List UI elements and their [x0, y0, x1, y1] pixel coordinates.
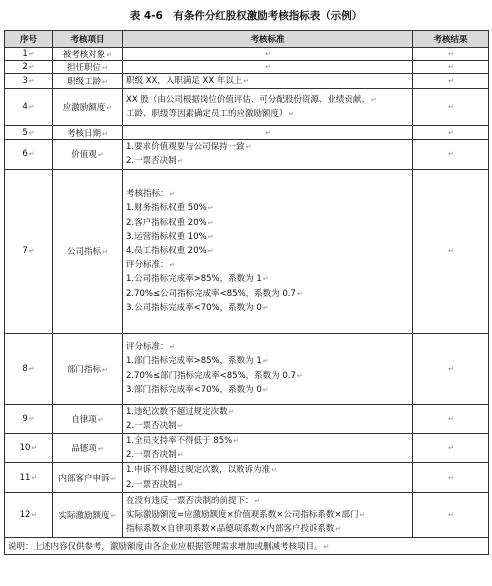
row-number-text: 8	[22, 363, 28, 374]
row-result[interactable]	[413, 434, 489, 463]
table-row	[5, 126, 489, 140]
row-item-text: 内部客户申诉	[58, 473, 110, 484]
return-mark: ↵	[177, 480, 184, 489]
table-body	[5, 48, 489, 538]
standard-line	[126, 74, 409, 88]
table-row	[5, 404, 489, 433]
standard-line	[126, 383, 409, 397]
return-mark: ↵	[28, 414, 35, 423]
row-standard	[123, 333, 413, 404]
standard-line-text: XX 股（由公司根据岗位价值评估、可分配股份资源、业绩贡献、	[126, 95, 370, 105]
row-number-text: 5	[22, 127, 28, 138]
row-number	[5, 463, 53, 492]
row-number	[5, 434, 53, 463]
standard-line-text: 评分标准：	[126, 342, 169, 353]
row-number-text: 12	[19, 509, 31, 520]
return-mark: ↵	[28, 63, 35, 71]
return-mark: ↵	[233, 437, 240, 446]
standard-line-text: 2.70%≤公司指标完成率<85%，系数为 0.7	[126, 288, 296, 299]
row-number-text: 9	[22, 413, 28, 424]
standard-line	[264, 128, 271, 138]
standard-line	[126, 187, 409, 201]
standard-line-text: 1.部门指标完成率>85%，系数为 1	[126, 356, 262, 367]
table-row	[5, 333, 489, 404]
standard-line	[126, 434, 409, 448]
return-mark: ↵	[448, 150, 454, 159]
row-item-text: 价值观	[71, 150, 97, 161]
row-standard	[123, 48, 413, 61]
standard-line	[126, 301, 409, 315]
return-mark: ↵	[31, 473, 38, 482]
return-mark: ↵	[102, 248, 108, 257]
standard-line-text: 1.要求价值观要与公司保持一致	[126, 142, 245, 153]
standard-line	[126, 448, 409, 462]
return-mark: ↵	[177, 421, 184, 430]
standard-line	[126, 154, 409, 168]
return-mark: ↵	[177, 451, 184, 460]
row-item-text: 应激励额度	[62, 103, 106, 114]
return-mark: ↵	[448, 63, 454, 71]
standard-line	[126, 478, 409, 492]
standard-line-text: 2.一票否决制	[126, 420, 177, 431]
standard-line-text: 2.一票否决制	[126, 479, 177, 490]
return-mark: ↵	[265, 50, 271, 58]
row-result[interactable]	[413, 74, 489, 89]
row-item	[53, 126, 123, 140]
standard-line-text: 3.部门指标完成率<70%，系数为 0	[126, 384, 262, 395]
standard-line-text: 1.公司指标完成率>85%，系数为 1	[126, 274, 262, 285]
standard-line-text: 2.一票否决制	[126, 450, 177, 461]
row-standard	[123, 169, 413, 333]
return-mark: ↵	[359, 510, 366, 519]
row-number	[5, 48, 53, 61]
return-mark: ↵	[335, 524, 342, 533]
row-standard	[123, 434, 413, 463]
table-title: 表 4-6 有条件分红股权激励考核指标表（示例）	[129, 10, 363, 22]
standard-line	[126, 405, 409, 419]
table-row	[5, 61, 489, 74]
standard-line	[126, 107, 409, 121]
return-mark: ↵	[448, 364, 454, 373]
return-mark: ↵	[243, 77, 250, 85]
row-number	[5, 333, 53, 404]
row-item-text: 实际激励额度	[58, 510, 110, 521]
return-mark: ↵	[448, 444, 454, 453]
standard-line-text: 1.申诉不得超过规定次数，以败诉为准	[126, 465, 271, 476]
return-mark: ↵	[177, 157, 184, 166]
row-item-text: 自律项	[71, 414, 97, 425]
row-item	[53, 404, 123, 433]
standard-line-text: 1.财务指标权重 50%	[126, 203, 207, 214]
row-item	[53, 140, 123, 169]
return-mark: ↵	[271, 466, 277, 475]
return-mark: ↵	[28, 103, 35, 112]
return-mark: ↵	[262, 303, 269, 312]
return-mark: ↵	[169, 190, 176, 199]
standard-line	[126, 244, 409, 258]
standard-line	[126, 508, 409, 522]
standard-line	[126, 354, 409, 368]
row-number-text: 11	[19, 472, 31, 483]
return-mark: ↵	[110, 511, 117, 520]
row-standard	[123, 492, 413, 537]
row-item	[53, 61, 123, 74]
return-mark: ↵	[296, 371, 303, 380]
assessment-table	[4, 30, 489, 555]
standard-line	[126, 93, 409, 107]
row-item-text: 被考核对象	[62, 50, 106, 60]
row-standard	[123, 463, 413, 492]
header-row	[5, 31, 489, 48]
standard-line	[126, 340, 409, 354]
standard-line	[126, 522, 409, 536]
row-number	[5, 89, 53, 126]
standard-line	[126, 369, 409, 383]
return-mark: ↵	[448, 247, 454, 256]
row-number	[5, 404, 53, 433]
return-mark: ↵	[448, 50, 454, 58]
standard-line	[126, 287, 409, 301]
row-item-text: 考核日期	[67, 128, 102, 139]
row-item-text: 品德项	[71, 444, 97, 455]
header-standard: 考核标准	[123, 31, 413, 48]
standard-line	[126, 463, 409, 477]
row-number-text: 7	[22, 246, 28, 257]
return-mark: ↵	[102, 365, 108, 374]
row-item	[53, 74, 123, 89]
header-no: 序号	[5, 31, 53, 48]
return-mark: ↵	[28, 50, 35, 58]
row-number	[5, 126, 53, 140]
row-item-text: 职级工龄	[67, 77, 102, 88]
note-cell	[5, 537, 489, 554]
return-mark: ↵	[448, 103, 454, 112]
row-result[interactable]	[413, 89, 489, 126]
return-mark: ↵	[262, 385, 269, 394]
return-mark: ↵	[265, 63, 271, 71]
row-number	[5, 74, 53, 89]
row-item	[53, 434, 123, 463]
note-row	[5, 537, 489, 554]
standard-line	[126, 230, 409, 244]
row-standard	[123, 74, 413, 89]
row-item-text: 部门指标	[67, 364, 102, 375]
standard-line	[126, 140, 409, 154]
table-row	[5, 492, 489, 537]
table-row	[5, 169, 489, 333]
return-mark: ↵	[207, 247, 214, 255]
row-number-text: 4	[22, 102, 28, 113]
standard-line-text: 职级 XX，入职满足 XX 年以上	[126, 76, 243, 86]
return-mark: ↵	[169, 343, 176, 352]
standard-line	[264, 49, 271, 59]
standard-line-text: 1.违纪次数不超过规定次数	[126, 406, 228, 417]
row-item	[53, 492, 123, 537]
standard-line-text: 4.员工指标权重 20%	[126, 246, 207, 256]
return-mark: ↵	[207, 232, 214, 241]
standard-line	[126, 419, 409, 433]
return-mark: ↵	[102, 64, 108, 72]
standard-line	[126, 258, 409, 272]
standard-line	[126, 201, 409, 215]
table-row	[5, 48, 489, 61]
table-row	[5, 434, 489, 463]
table-row	[5, 140, 489, 169]
return-mark: ↵	[28, 247, 35, 256]
return-mark: ↵	[262, 357, 269, 366]
standard-line-text: 实际激励额度=应激励额度×价值观系数×公司指标系数×部门	[126, 509, 359, 520]
standard-line-text: 在没有违反一票否决制的前提下：	[126, 495, 254, 506]
return-mark: ↵	[102, 78, 108, 87]
return-mark: ↵	[254, 496, 261, 505]
return-mark: ↵	[262, 275, 269, 284]
standard-line-text: 指标系数×自律项系数×品德项系数×内部客户投诉系数	[126, 523, 335, 534]
return-mark: ↵	[31, 510, 38, 519]
row-number-text: 3	[22, 76, 28, 87]
return-mark: ↵	[169, 261, 176, 270]
standard-line-text: 3.公司指标完成率<70%，系数为 0	[126, 302, 262, 313]
return-mark: ↵	[448, 414, 454, 423]
row-item-text: 公司指标	[67, 247, 102, 258]
row-item-text: 担任职位	[67, 63, 102, 73]
return-mark: ↵	[448, 473, 454, 482]
row-result[interactable]	[413, 169, 489, 333]
row-number	[5, 169, 53, 333]
return-mark: ↵	[28, 364, 35, 373]
row-result[interactable]	[413, 333, 489, 404]
return-mark: ↵	[97, 151, 104, 160]
row-result[interactable]	[413, 126, 489, 140]
return-mark: ↵	[106, 104, 113, 113]
return-mark: ↵	[97, 415, 104, 424]
standard-line-text: 工龄、职级等因素确定员工的应激励额度）	[126, 109, 288, 120]
table-row	[5, 463, 489, 492]
row-result[interactable]	[413, 140, 489, 169]
return-mark: ↵	[31, 444, 38, 453]
row-result[interactable]	[413, 48, 489, 61]
return-mark: ↵	[245, 143, 252, 152]
row-result[interactable]	[413, 492, 489, 537]
standard-line-text: 1.全员支持率不得低于 85%	[126, 436, 233, 447]
return-mark: ↵	[97, 445, 104, 454]
standard-line	[264, 62, 271, 72]
row-result[interactable]	[413, 463, 489, 492]
return-mark: ↵	[106, 51, 113, 59]
return-mark: ↵	[448, 77, 454, 86]
standard-line-text: 2.70%≤部门指标完成率<85%，系数为 0.7	[126, 370, 296, 381]
row-number	[5, 492, 53, 537]
standard-line	[126, 494, 409, 508]
return-mark: ↵	[110, 474, 117, 483]
row-number-text: 1	[22, 49, 28, 59]
standard-line-text: 2.客户指标权重 20%	[126, 217, 207, 228]
return-mark: ↵	[448, 128, 454, 137]
row-item	[53, 48, 123, 61]
header-item: 考核项目	[53, 31, 123, 48]
return-mark: ↵	[228, 407, 235, 416]
row-item	[53, 463, 123, 492]
row-item	[53, 169, 123, 333]
return-mark: ↵	[28, 128, 35, 137]
return-mark: ↵	[370, 96, 377, 104]
return-mark: ↵	[448, 510, 454, 519]
row-standard	[123, 61, 413, 74]
row-number-text: 6	[22, 149, 28, 160]
standard-line-text: 评分标准：	[126, 260, 169, 271]
row-result[interactable]	[413, 404, 489, 433]
row-standard	[123, 126, 413, 140]
note-text: 说明：上述内容仅供参考，激励额度由各企业应根据管理需求增加或删减考核项目。	[8, 541, 323, 552]
row-number	[5, 140, 53, 169]
return-mark: ↵	[207, 218, 214, 227]
row-number-text: 10	[19, 443, 31, 454]
header-result: 考核结果	[413, 31, 489, 48]
row-number-text: 2	[22, 62, 28, 72]
row-standard	[123, 404, 413, 433]
row-standard	[123, 89, 413, 126]
return-mark: ↵	[102, 129, 108, 138]
row-item	[53, 333, 123, 404]
return-mark: ↵	[288, 110, 295, 119]
return-mark: ↵	[265, 128, 271, 137]
return-mark: ↵	[28, 150, 35, 159]
return-mark: ↵	[28, 77, 35, 86]
standard-line	[126, 216, 409, 230]
row-item	[53, 89, 123, 126]
return-mark: ↵	[207, 204, 214, 213]
row-number	[5, 61, 53, 74]
table-row	[5, 89, 489, 126]
standard-line-text: 3.运营指标权重 10%	[126, 231, 207, 242]
standard-line-text: 考核指标：	[126, 189, 169, 200]
standard-line	[126, 272, 409, 286]
standard-line-text: 2.一票否决制	[126, 156, 177, 167]
table-row	[5, 74, 489, 89]
row-result[interactable]	[413, 61, 489, 74]
return-mark: ↵	[323, 542, 330, 551]
return-mark: ↵	[296, 289, 303, 298]
row-standard	[123, 140, 413, 169]
